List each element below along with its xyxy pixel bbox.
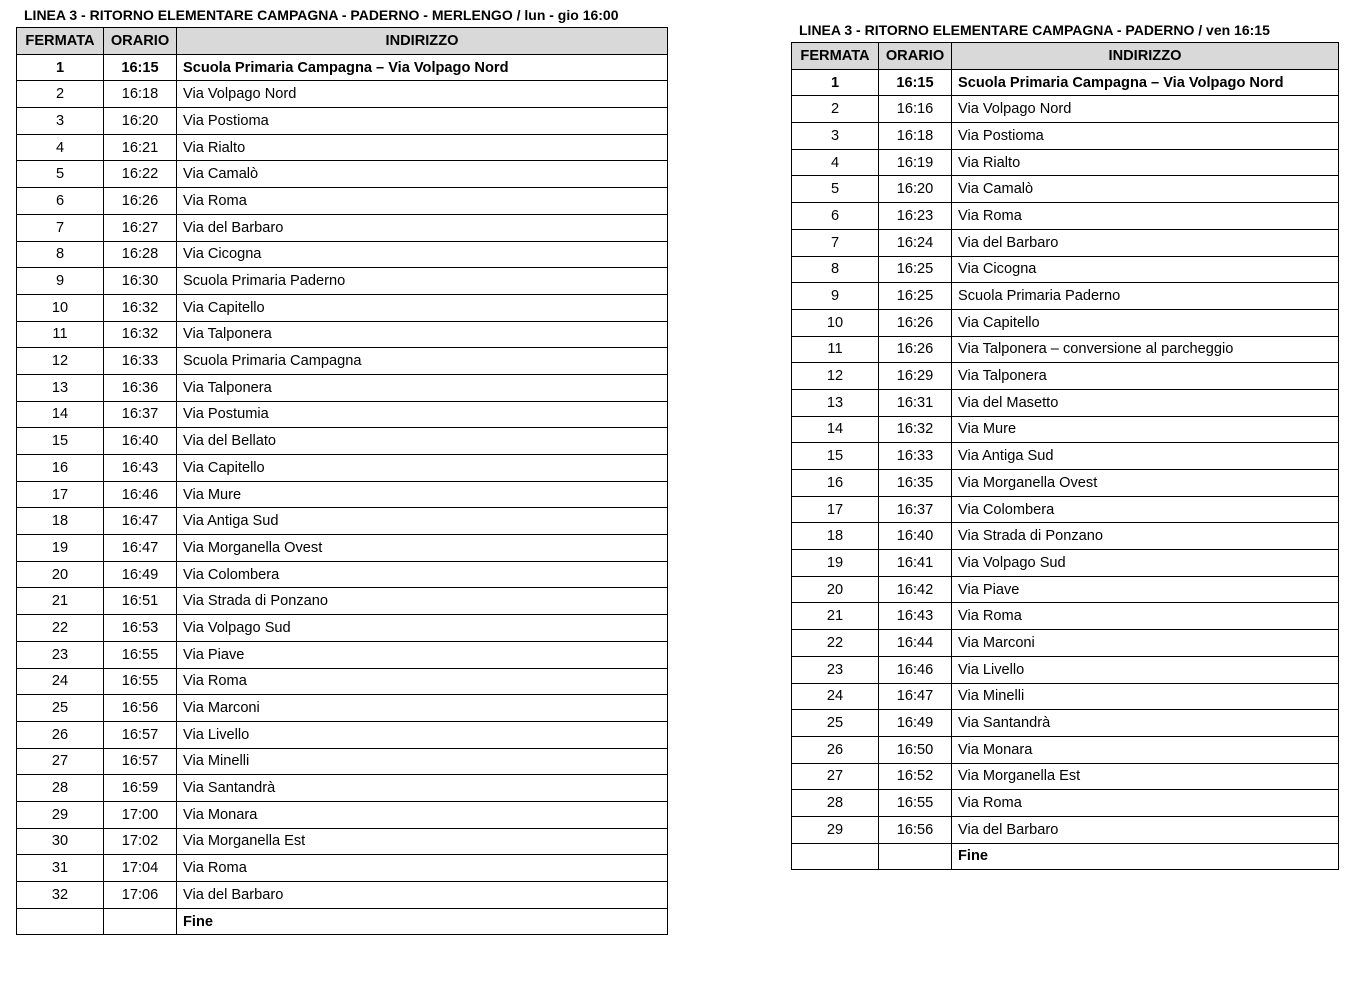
stop-time-cell: 16:43 (879, 603, 952, 630)
column-header-fermata: FERMATA (792, 43, 879, 70)
table-row (792, 470, 1339, 497)
table-row (792, 283, 1339, 310)
stop-number-cell: 11 (792, 336, 879, 363)
table-row (792, 736, 1339, 763)
table-row (17, 294, 668, 321)
stop-address-cell: Via del Masetto (952, 389, 1339, 416)
stop-time-cell: 16:57 (104, 721, 177, 748)
stop-time-cell: 16:22 (104, 161, 177, 188)
stop-address-cell: Via Morganella Ovest (952, 470, 1339, 497)
stop-number-cell: 31 (17, 855, 104, 882)
stop-address-cell: Via Postioma (952, 123, 1339, 150)
table-body (792, 69, 1339, 870)
stop-time-cell: 16:47 (879, 683, 952, 710)
stop-address-cell: Via Rialto (952, 149, 1339, 176)
table-row (17, 801, 668, 828)
stop-address-cell: Via Capitello (952, 309, 1339, 336)
table-row (17, 241, 668, 268)
stop-address-cell: Via Talponera (952, 363, 1339, 390)
stop-time-cell (879, 843, 952, 870)
table-row (17, 508, 668, 535)
stop-time-cell: 16:47 (104, 535, 177, 562)
table-row (792, 176, 1339, 203)
table-row (17, 214, 668, 241)
table-row (17, 828, 668, 855)
table-row (792, 710, 1339, 737)
table-row-end (792, 843, 1339, 870)
stop-time-cell: 16:32 (104, 321, 177, 348)
stop-number-cell: 26 (17, 721, 104, 748)
stop-time-cell: 16:42 (879, 576, 952, 603)
end-label: Fine (952, 843, 1339, 870)
stop-time-cell: 16:55 (104, 641, 177, 668)
stop-address-cell: Via Morganella Ovest (177, 535, 668, 562)
schedule-title: LINEA 3 - RITORNO ELEMENTARE CAMPAGNA - PADERNO - MERLENGO / lun - gio 16:00 (24, 7, 619, 23)
stop-number-cell: 20 (792, 576, 879, 603)
stop-number-cell: 22 (792, 630, 879, 657)
stop-address-cell: Via Morganella Est (177, 828, 668, 855)
stop-address-cell: Via Talponera (177, 374, 668, 401)
stop-address-cell: Via Santandrà (177, 775, 668, 802)
stop-number-cell: 1 (792, 69, 879, 96)
table-row (792, 523, 1339, 550)
stop-number-cell: 27 (17, 748, 104, 775)
stop-address-cell: Via Colombera (177, 561, 668, 588)
stop-number-cell: 23 (792, 656, 879, 683)
stop-address-cell: Via Livello (952, 656, 1339, 683)
table-row (17, 188, 668, 215)
stop-time-cell: 16:32 (879, 416, 952, 443)
table-row (792, 256, 1339, 283)
table-row (17, 882, 668, 909)
stop-number-cell: 2 (17, 81, 104, 108)
stop-time-cell: 16:47 (104, 508, 177, 535)
table-row (17, 561, 668, 588)
stop-address-cell: Via Roma (952, 203, 1339, 230)
table-row (792, 816, 1339, 843)
table-row (17, 54, 668, 81)
stop-number-cell: 15 (792, 443, 879, 470)
stop-time-cell: 16:57 (104, 748, 177, 775)
stop-number-cell: 25 (792, 710, 879, 737)
stop-address-cell: Via Camalò (952, 176, 1339, 203)
table-row (17, 481, 668, 508)
stop-time-cell: 17:04 (104, 855, 177, 882)
table-row (792, 603, 1339, 630)
stop-time-cell: 16:20 (104, 108, 177, 135)
stop-address-cell: Via del Barbaro (177, 882, 668, 909)
stop-time-cell: 16:46 (879, 656, 952, 683)
stop-number-cell: 14 (792, 416, 879, 443)
end-label: Fine (177, 908, 668, 935)
stop-address-cell: Via Mure (177, 481, 668, 508)
stop-number-cell: 5 (17, 161, 104, 188)
stop-number-cell: 1 (17, 54, 104, 81)
stop-number-cell (17, 908, 104, 935)
stop-address-cell: Via Postumia (177, 401, 668, 428)
stop-number-cell: 18 (17, 508, 104, 535)
stop-time-cell: 16:15 (104, 54, 177, 81)
stop-number-cell: 4 (17, 134, 104, 161)
table-row (792, 656, 1339, 683)
stop-time-cell: 16:56 (879, 816, 952, 843)
schedule-table (791, 42, 1339, 870)
stop-number-cell: 19 (17, 535, 104, 562)
stop-number-cell: 25 (17, 695, 104, 722)
stop-address-cell: Via Strada di Ponzano (952, 523, 1339, 550)
stop-number-cell: 32 (17, 882, 104, 909)
stop-number-cell: 21 (17, 588, 104, 615)
stop-address-cell: Via Roma (177, 855, 668, 882)
table-row (17, 108, 668, 135)
stop-address-cell: Via Volpago Sud (177, 615, 668, 642)
stop-time-cell: 16:31 (879, 389, 952, 416)
stop-time-cell: 16:33 (104, 348, 177, 375)
stop-time-cell: 16:30 (104, 268, 177, 295)
stop-time-cell: 16:33 (879, 443, 952, 470)
stop-address-cell: Via Piave (952, 576, 1339, 603)
stop-number-cell: 19 (792, 550, 879, 577)
stop-number-cell: 16 (17, 455, 104, 482)
stop-number-cell: 13 (17, 374, 104, 401)
table-row (792, 683, 1339, 710)
stop-number-cell: 14 (17, 401, 104, 428)
stop-time-cell: 16:55 (104, 668, 177, 695)
stop-time-cell: 16:18 (879, 123, 952, 150)
stop-time-cell: 16:16 (879, 96, 952, 123)
stop-address-cell: Via Volpago Nord (952, 96, 1339, 123)
stop-number-cell: 7 (17, 214, 104, 241)
stop-time-cell: 16:25 (879, 256, 952, 283)
stop-time-cell: 16:44 (879, 630, 952, 657)
table-row (17, 401, 668, 428)
stop-number-cell: 18 (792, 523, 879, 550)
stop-address-cell: Via Antiga Sud (952, 443, 1339, 470)
stop-time-cell: 16:21 (104, 134, 177, 161)
stop-number-cell: 5 (792, 176, 879, 203)
stop-time-cell: 16:26 (879, 309, 952, 336)
stop-address-cell: Via Rialto (177, 134, 668, 161)
stop-time-cell (104, 908, 177, 935)
stop-address-cell: Via del Barbaro (952, 229, 1339, 256)
schedule-table (16, 27, 668, 935)
stop-address-cell: Via Roma (952, 790, 1339, 817)
table-row (792, 96, 1339, 123)
table-row (792, 363, 1339, 390)
stop-number-cell: 8 (792, 256, 879, 283)
stop-time-cell: 16:27 (104, 214, 177, 241)
table-row (792, 336, 1339, 363)
stop-number-cell (792, 843, 879, 870)
stop-time-cell: 16:15 (879, 69, 952, 96)
table-row (792, 550, 1339, 577)
table-row-end (17, 908, 668, 935)
table-row (17, 641, 668, 668)
stop-number-cell: 6 (792, 203, 879, 230)
stop-number-cell: 12 (17, 348, 104, 375)
stop-address-cell: Via Mure (952, 416, 1339, 443)
table-row (17, 134, 668, 161)
stop-time-cell: 16:37 (104, 401, 177, 428)
column-header-orario: ORARIO (104, 28, 177, 55)
table-row (17, 348, 668, 375)
table-row (17, 428, 668, 455)
stop-number-cell: 10 (792, 309, 879, 336)
table-row (17, 748, 668, 775)
stop-number-cell: 22 (17, 615, 104, 642)
stop-time-cell: 16:36 (104, 374, 177, 401)
stop-time-cell: 16:51 (104, 588, 177, 615)
stop-number-cell: 9 (792, 283, 879, 310)
stop-address-cell: Scuola Primaria Campagna (177, 348, 668, 375)
table-row (17, 374, 668, 401)
stop-time-cell: 16:35 (879, 470, 952, 497)
table-row (17, 615, 668, 642)
stop-address-cell: Via del Barbaro (177, 214, 668, 241)
column-header-indirizzo: INDIRIZZO (177, 28, 668, 55)
table-row (17, 695, 668, 722)
stop-address-cell: Via Strada di Ponzano (177, 588, 668, 615)
table-row (792, 790, 1339, 817)
stop-address-cell: Via Capitello (177, 455, 668, 482)
stop-number-cell: 29 (17, 801, 104, 828)
column-header-fermata: FERMATA (17, 28, 104, 55)
stop-address-cell: Via Postioma (177, 108, 668, 135)
table-row (17, 721, 668, 748)
stop-time-cell: 16:24 (879, 229, 952, 256)
stop-address-cell: Via Capitello (177, 294, 668, 321)
stop-number-cell: 7 (792, 229, 879, 256)
stop-address-cell: Via Marconi (952, 630, 1339, 657)
stop-number-cell: 6 (17, 188, 104, 215)
stop-number-cell: 24 (17, 668, 104, 695)
stop-time-cell: 16:20 (879, 176, 952, 203)
stop-number-cell: 10 (17, 294, 104, 321)
stop-address-cell: Via Talponera – conversione al parcheggio (952, 336, 1339, 363)
stop-address-cell: Via Cicogna (952, 256, 1339, 283)
stop-address-cell: Via Colombera (952, 496, 1339, 523)
stop-number-cell: 4 (792, 149, 879, 176)
stop-number-cell: 24 (792, 683, 879, 710)
stop-number-cell: 27 (792, 763, 879, 790)
stop-number-cell: 3 (792, 123, 879, 150)
stop-address-cell: Via Roma (177, 188, 668, 215)
stop-time-cell: 16:18 (104, 81, 177, 108)
stop-time-cell: 16:25 (879, 283, 952, 310)
stop-number-cell: 29 (792, 816, 879, 843)
stop-time-cell: 16:26 (104, 188, 177, 215)
stop-time-cell: 16:56 (104, 695, 177, 722)
stop-number-cell: 26 (792, 736, 879, 763)
stop-number-cell: 30 (17, 828, 104, 855)
stop-number-cell: 13 (792, 389, 879, 416)
stop-number-cell: 12 (792, 363, 879, 390)
column-header-orario: ORARIO (879, 43, 952, 70)
stop-address-cell: Via Monara (952, 736, 1339, 763)
stop-number-cell: 28 (792, 790, 879, 817)
table-row (17, 775, 668, 802)
stop-address-cell: Via Talponera (177, 321, 668, 348)
stop-address-cell: Via Cicogna (177, 241, 668, 268)
table-row (792, 630, 1339, 657)
stop-time-cell: 16:55 (879, 790, 952, 817)
stop-time-cell: 16:59 (104, 775, 177, 802)
stop-number-cell: 23 (17, 641, 104, 668)
stop-time-cell: 17:02 (104, 828, 177, 855)
stop-number-cell: 3 (17, 108, 104, 135)
stop-number-cell: 11 (17, 321, 104, 348)
table-row (17, 321, 668, 348)
stop-time-cell: 16:37 (879, 496, 952, 523)
table-body (17, 54, 668, 935)
stop-time-cell: 16:28 (104, 241, 177, 268)
table-row (792, 389, 1339, 416)
stop-number-cell: 15 (17, 428, 104, 455)
stop-address-cell: Via Volpago Nord (177, 81, 668, 108)
schedule-block-mon-thu (16, 6, 668, 935)
stop-time-cell: 16:32 (104, 294, 177, 321)
stop-address-cell: Via Monara (177, 801, 668, 828)
stop-address-cell: Via Marconi (177, 695, 668, 722)
table-row (792, 763, 1339, 790)
stop-time-cell: 16:41 (879, 550, 952, 577)
stop-address-cell: Via Minelli (177, 748, 668, 775)
stop-address-cell: Via Piave (177, 641, 668, 668)
stop-address-cell: Via Antiga Sud (177, 508, 668, 535)
stop-time-cell: 16:49 (879, 710, 952, 737)
stop-time-cell: 17:00 (104, 801, 177, 828)
table-row (792, 443, 1339, 470)
stop-time-cell: 16:50 (879, 736, 952, 763)
stop-time-cell: 16:23 (879, 203, 952, 230)
stop-time-cell: 16:40 (879, 523, 952, 550)
stop-time-cell: 16:29 (879, 363, 952, 390)
stop-address-cell: Scuola Primaria Paderno (952, 283, 1339, 310)
table-row (17, 535, 668, 562)
stop-number-cell: 9 (17, 268, 104, 295)
stop-time-cell: 16:52 (879, 763, 952, 790)
schedule-block-fri (791, 21, 1339, 870)
stop-time-cell: 16:46 (104, 481, 177, 508)
stop-address-cell: Via Roma (952, 603, 1339, 630)
stop-time-cell: 16:19 (879, 149, 952, 176)
table-row (17, 668, 668, 695)
stop-time-cell: 16:49 (104, 561, 177, 588)
table-row (792, 229, 1339, 256)
stop-address-cell: Via Minelli (952, 683, 1339, 710)
table-header-row (17, 28, 668, 55)
table-row (792, 416, 1339, 443)
stop-address-cell: Via Livello (177, 721, 668, 748)
table-row (17, 161, 668, 188)
stop-address-cell: Via Santandrà (952, 710, 1339, 737)
table-row (17, 81, 668, 108)
stop-time-cell: 17:06 (104, 882, 177, 909)
stop-address-cell: Via Camalò (177, 161, 668, 188)
stop-address-cell: Scuola Primaria Paderno (177, 268, 668, 295)
stop-number-cell: 21 (792, 603, 879, 630)
stop-address-cell: Via Roma (177, 668, 668, 695)
stop-address-cell: Via del Barbaro (952, 816, 1339, 843)
stop-address-cell: Via del Bellato (177, 428, 668, 455)
schedule-title: LINEA 3 - RITORNO ELEMENTARE CAMPAGNA - PADERNO / ven 16:15 (799, 22, 1270, 38)
stop-address-cell: Via Volpago Sud (952, 550, 1339, 577)
table-row (792, 149, 1339, 176)
stop-number-cell: 17 (17, 481, 104, 508)
stop-number-cell: 2 (792, 96, 879, 123)
table-row (17, 855, 668, 882)
stop-address-cell: Via Morganella Est (952, 763, 1339, 790)
table-row (792, 123, 1339, 150)
table-row (792, 69, 1339, 96)
stop-number-cell: 16 (792, 470, 879, 497)
stop-time-cell: 16:43 (104, 455, 177, 482)
stop-number-cell: 28 (17, 775, 104, 802)
table-row (17, 455, 668, 482)
table-row (792, 496, 1339, 523)
table-row (17, 588, 668, 615)
stop-number-cell: 20 (17, 561, 104, 588)
stop-address-cell: Scuola Primaria Campagna – Via Volpago Nord (177, 54, 668, 81)
stop-address-cell: Scuola Primaria Campagna – Via Volpago Nord (952, 69, 1339, 96)
table-row (792, 576, 1339, 603)
stop-time-cell: 16:40 (104, 428, 177, 455)
table-row (792, 203, 1339, 230)
table-header-row (792, 43, 1339, 70)
table-row (17, 268, 668, 295)
stop-number-cell: 8 (17, 241, 104, 268)
stop-time-cell: 16:26 (879, 336, 952, 363)
stop-time-cell: 16:53 (104, 615, 177, 642)
column-header-indirizzo: INDIRIZZO (952, 43, 1339, 70)
stop-number-cell: 17 (792, 496, 879, 523)
table-row (792, 309, 1339, 336)
